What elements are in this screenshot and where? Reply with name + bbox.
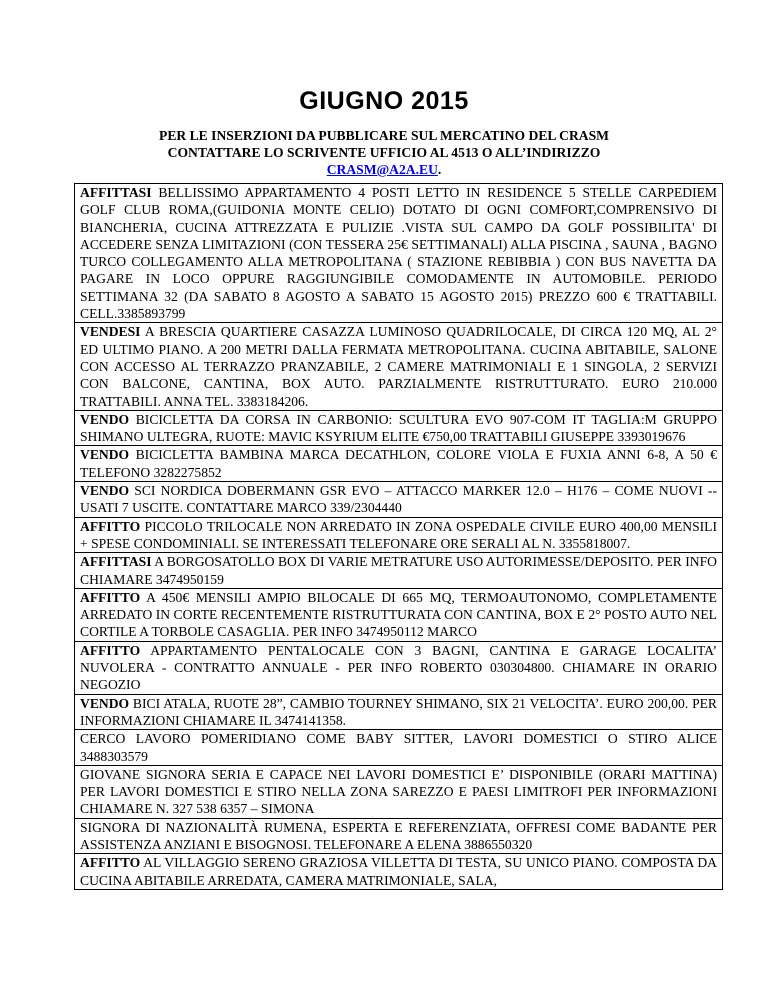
listing-cell	[75, 765, 723, 818]
listing-text: A BRESCIA QUARTIERE CASAZZA LUMINOSO QUADRILOCALE, DI CIRCA 120 MQ, AL 2° ED ULTIMO PIANO. A 200 METRI DALLA FERMATA METROPOLITANA. CUCINA ABITABILE, SALONE CON ACCESSO AL TERRAZZO PRANZABILE, 2 CAMERE MATRIMONIALI E 1 SINGOLA, 2 SERVIZI CON BALCONE, CANTINA, BOX AUTO. PARZIALMENTE RISTRUTTURATO. EURO 210.000 TRATTABILI. ANNA TEL. 3383184206.	[80, 324, 717, 409]
table-row	[75, 694, 723, 730]
listing-text: A 450€ MENSILI AMPIO BILOCALE DI 665 MQ, TERMOAUTONOMO, COMPLETAMENTE ARREDATO IN CORTE RECENTEMENTE RISTRUTTURATA CON CANTINA, BOX E 2° POSTO AUTO NEL CORTILE A TORBOLE CASAGLIA. PER INFO 3474950112 MARCO	[80, 589, 717, 640]
listing-text: BICICLETTA BAMBINA MARCA DECATHLON, COLORE VIOLA E FUXIA ANNI 6-8, A 50 € TELEFONO 3282275852	[80, 447, 717, 480]
listing-cell	[75, 184, 723, 323]
table-row	[75, 641, 723, 694]
table-row	[75, 184, 723, 323]
table-row	[75, 517, 723, 553]
table-row	[75, 765, 723, 818]
listing-keyword: AFFITTO	[80, 642, 141, 658]
listings-table	[74, 183, 723, 890]
listing-keyword: VENDO	[80, 483, 130, 499]
listing-cell	[75, 588, 723, 641]
listing-text: SCI NORDICA DOBERMANN GSR EVO – ATTACCO MARKER 12.0 – H176 – COME NUOVI -- USATI 7 USCITE. CONTATTARE MARCO 339/2304440	[80, 483, 717, 516]
table-row	[75, 818, 723, 854]
intro-line-3	[0, 161, 768, 178]
listing-cell	[75, 323, 723, 410]
listing-text: A BORGOSATOLLO BOX DI VARIE METRATURE USO AUTORIMESSE/DEPOSITO. PER INFO CHIAMARE 3474950159	[80, 554, 717, 587]
email-suffix: .	[437, 162, 442, 177]
listing-text: APPARTAMENTO PENTALOCALE CON 3 BAGNI, CANTINA E GARAGE LOCALITA’ NUVOLERA - CONTRATTO ANNUALE - PER INFO ROBERTO 030304800. CHIAMARE IN ORARIO NEGOZIO	[80, 642, 717, 693]
listing-text: SIGNORA DI NAZIONALITÀ RUMENA, ESPERTA E REFERENZIATA, OFFRESI COME BADANTE PER ASSISTENZA ANZIANI E BISOGNOSI. TELEFONARE A ELENA 3886550320	[80, 819, 717, 852]
intro-line-1: PER LE INSERZIONI DA PUBBLICARE SUL MERCATINO DEL CRASM	[159, 128, 609, 143]
listing-cell	[75, 818, 723, 854]
listing-cell	[75, 517, 723, 553]
listing-cell	[75, 641, 723, 694]
table-row	[75, 588, 723, 641]
listing-text: BICI ATALA, RUOTE 28”, CAMBIO TOURNEY SHIMANO, SIX 21 VELOCITA’. EURO 200,00. PER INFORMAZIONI CHIAMARE IL 3474141358.	[80, 695, 717, 728]
listing-keyword: AFFITTO	[80, 518, 141, 534]
intro-text	[0, 127, 768, 178]
listing-keyword: AFFITTASI	[80, 185, 152, 200]
table-row	[75, 446, 723, 482]
listing-text: CERCO LAVORO POMERIDIANO COME BABY SITTER, LAVORI DOMESTICI O STIRO ALICE 3488303579	[80, 731, 717, 764]
intro-line-2: CONTATTARE LO SCRIVENTE UFFICIO AL 4513 O ALL’INDIRIZZO	[167, 145, 601, 160]
listing-cell	[75, 854, 723, 890]
listing-text: BELLISSIMO APPARTAMENTO 4 POSTI LETTO IN RESIDENCE 5 STELLE CARPEDIEM GOLF CLUB ROMA,(GUIDONIA MONTE CELIO) DOTATO DI OGNI COMFORT,COMPRENSIVO DI BIANCHERIA, CUCINA ATTREZZATA E PULIZIE .VISTA SUL CAMPO DA GOLF POSSIBILITA' DI ACCEDERE SENZA LIMITAZIONI (CON TESSERA 25€ SETTIMANALI) ALLA PISCINA , SAUNA , BAGNO TURCO COLLEGAMENTO ALLA METROPOLITANA ( STAZIONE REBIBBIA ) CON BUS NAVETTA DA PAGARE IN LOCO OPPURE RAGGIUNGIBILE COMODAMENTE IN AUTOMOBILE. PERIODO SETTIMANA 32 (DA SABATO 8 AGOSTO A SABATO 15 AGOSTO 2015) PREZZO 600 € TRATTABILI. CELL.3385893799	[80, 185, 717, 322]
table-row	[75, 854, 723, 890]
listing-cell	[75, 730, 723, 766]
listing-keyword: AFFITTASI	[80, 554, 152, 570]
listing-cell	[75, 553, 723, 589]
listing-keyword: AFFITTO	[80, 589, 141, 605]
listing-keyword: VENDO	[80, 447, 130, 463]
table-row	[75, 482, 723, 518]
listing-keyword: AFFITTO	[80, 855, 141, 871]
listing-text: GIOVANE SIGNORA SERIA E CAPACE NEI LAVORI DOMESTICI E’ DISPONIBILE (ORARI MATTINA) PER LAVORI DOMESTICI E STIRO NELLA ZONA SAREZZO E PAESI LIMITROFI PER INFORMAZIONI CHIAMARE N. 327 538 6357 – SIMONA	[80, 766, 717, 817]
listing-text: BICICLETTA DA CORSA IN CARBONIO: SCULTURA EVO 907-COM IT TAGLIA:M GRUPPO SHIMANO ULTEGRA, RUOTE: MAVIC KSYRIUM ELITE €750,00 TRATTABILI GIUSEPPE 3393019676	[80, 411, 717, 445]
listing-cell	[75, 694, 723, 730]
table-row	[75, 553, 723, 589]
listing-text: AL VILLAGGIO SERENO GRAZIOSA VILLETTA DI TESTA, SU UNICO PIANO. COMPOSTA DA CUCINA ABITABILE ARREDATA, CAMERA MATRIMONIALE, SALA,	[80, 855, 717, 888]
email-link[interactable]: CRASM@A2A.EU	[326, 162, 438, 177]
page-title: GIUGNO 2015	[299, 87, 469, 115]
listing-cell	[75, 482, 723, 518]
listing-keyword: VENDESI	[80, 324, 141, 340]
listing-text: PICCOLO TRILOCALE NON ARREDATO IN ZONA OSPEDALE CIVILE EURO 400,00 MENSILI + SPESE CONDOMINIALI. SE INTERESSATI TELEFONARE ORE SERALI AL N. 3355818007.	[80, 518, 717, 551]
listing-keyword: VENDO	[80, 411, 130, 427]
listing-cell	[75, 446, 723, 482]
listing-keyword: VENDO	[80, 695, 130, 711]
listing-cell	[75, 410, 723, 446]
table-row	[75, 730, 723, 766]
table-row	[75, 323, 723, 410]
table-row	[75, 410, 723, 446]
